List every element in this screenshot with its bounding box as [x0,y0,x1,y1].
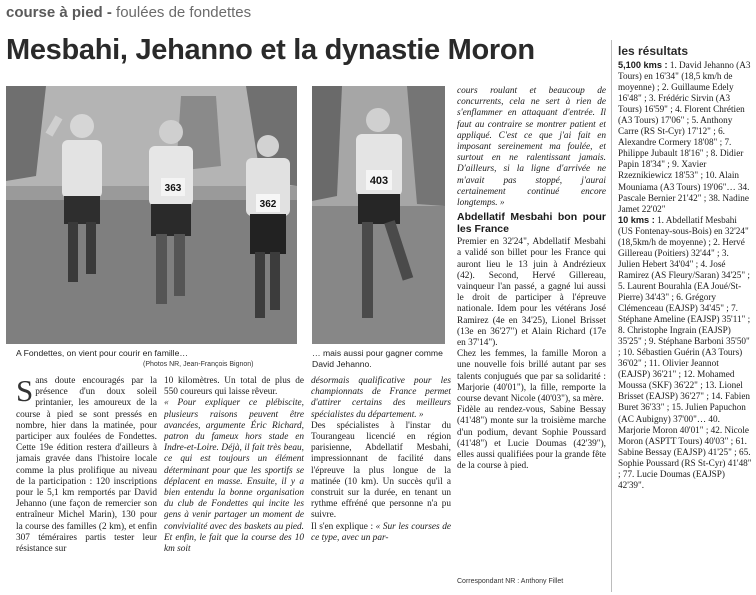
article-column-1 [16,376,157,594]
headline: Mesbahi, Jehanno et la dynastie Moron [6,34,535,66]
drop-cap: S [16,376,34,408]
article-col3-quote: désormais qualificative pour les championnats de France permet d'attirer certains des meilleurs spécialistes du département. » [311,376,451,420]
article-column-4 [457,86,606,576]
results-title: les résultats [618,44,689,58]
article-col4-paragraph-2: Chez les femmes, la famille Moron a une nouvelle fois brillé autant par ses talents conjugués que par sa solidarité : Marjorie (40'01"), la fille, remporte la course devant Nicole (40'03"), sa mère. [457,349,606,405]
column-divider [611,40,612,592]
kicker-section: course à pied [6,4,103,21]
article-subhead: Abdellatif Mesbahi bon pour les France [457,211,606,236]
caption-right: … mais aussi pour gagner comme David Jehanno. [312,348,443,369]
article-col3-text: Des spécialistes à l'instar du Tourangeau licencié en région parisienne, Abdellatif Mesbahi, impressionnant de facilité dans l'épreuve la plus longue de la matinée (10 km). Un succès qu'il a construit sur la durée, en tenant un rythme effréné que personne n'a pu suivre. [311,420,451,521]
article-col3-text2: Il s'en explique : [311,521,374,532]
results-5km-text: 1. David Jehanno (A3 Tours) en 16'34" (18,5 km/h de moyenne) ; 2. Guillaume Edely 16'48" ; 3. Frédéric Sirvin (A3 Tours) 16'59" ; 4. Florent Chrétien (A3 Tours) 17'06" ; 5. Anthony Carre (RS St-Cyr) 17'12" ; 6. Alexandre Cormery 18'08" ; 7. Philippe Jubault 18'16" ; 8. Didier Papin 18'34" ; 9. Xavier Rzeznikiewicz 18'53" ; 10. Alain Mouniama (A3 Tours) 19'06"… 34. Pascale Bernier 21'42" ; 38. Nadine Jamet 22'02" [618,60,751,214]
results-list [618,60,752,491]
article-col4-paragraph-1: Premier en 32'24", Abdellatif Mesbahi a validé son billet pour les France qui auront lieu le 13 juin à Andrézieux (42). Second, Hervé Gillereau, vainqueur l'an passé, a gagné lui aussi le droit de participer à l'épreuve nationale. Idem pour les vétérans José Ramirez (4e en 34'25), Lionel Brisset (13e en 36'27") et Alain Richard (17e en 37'14"). [457,237,606,349]
article-col4-paragraph-3: Fidèle au rendez-vous, Sabine Bessay (41'48") monte sur la troisième marche d'un podium, devant Sophie Poussard (41'48") et Lucie Doumas (42'39"), elles aussi qualifiées pour la grande fête de la course à pied. [457,405,606,472]
photo-credit: (Photos NR, Jean-François Bignon) [143,361,254,368]
article-col4-quote: cours roulant et beaucoup de concurrents, cela ne sert à rien de s'enflammer en attaquant d'entrée. Il faut au contraire se montrer patient et appliqué. C'est ce que j'ai fait en imposant sereinement ma foulée, et surtout en ne ralentissant jamais. D'ailleurs, si la ligne d'arrivée ne m'avait pas stoppé, j'aurai certainement continué encore longtemps. » [457,86,606,209]
photo-family-runners [6,86,297,344]
article-column-3 [311,376,451,594]
section-kicker [6,4,251,21]
caption-left: A Fondettes, on vient pour courir en famille… [16,348,188,358]
kicker-separator: - [102,4,117,21]
results-5km-label: 5,100 kms : [618,60,668,70]
article-col3-quote2: « Sur les courses de ce type, avec un par- [311,521,451,543]
bib-number-363: 363 [164,183,182,194]
bib-number-362: 362 [259,199,277,210]
article-column-2 [164,376,304,594]
kicker-topic: foulées de fondettes [116,4,252,21]
article-col2-quote: « Pour expliquer ce plébiscite, plusieurs raisons peuvent être avancées, argumente Éric Richard, patron du fameux hors stade en Indre-et-Loire. Déjà, il fait très beau, ce qui est toujours un élément déterminant pour que les sportifs se déplacent en masse. Ensuite, il y a bien entendu la bonne organisation du club de Fondettes qui incite les gens à venir partager un moment de convivialité avec des baskets au pied. Et enfin, le fait que la course des 10 km soit [164,398,304,555]
article-col2-text: 10 kilomètres. Un total de plus de 550 coureurs qui laisse rêveur. [164,376,304,398]
photo-winner-jehanno [312,86,445,344]
results-10km-text: 1. Abdellatif Mesbahi (US Fontenay-sous-Bois) en 32'24" (18,5km/h de moyenne) ; 2. Hervé Gillereau (Poitiers) 32'44" ; 3. Julien Hebert 34'04" ; 4. José Ramirez (AS Fleury/Saran) 34'25" ; 5. Laurent Bourahla (EA Joué/St-Pierre) 34'43" ; 6. Grégory Clémenceau (EAJSP) 34'45" ; 7. Stéphane Ameline (EAJSP) 35'11" ; 8. Christophe Ingrain (EAJSP) 35'25" ; 9. Stéphane Barboni 35'50" ; 10. Sébastien Guérin (A3 Tours) 36'02" ; 11. Olivier Jeannot (EAJSP) 36'21" ; 12. Mohamed Moussa (SKF) 36'22" ; 13. Lionel Brisset (EAJSP) 36'27" ; 14. Fabien Buret 36'33" ; 15. Julien Papuchon (AC Aubigny) 37'00"… 40. Marjorie Moron 40'01" ; 42. Nicole Moron (ASPTT Tours) 40'03" ; 61. Sabine Bessay (EAJSP) 41'25" ; 65. Sophie Poussard (RS St-Cyr) 41'48" ; 77. Lucie Doumas (EAJSP) 42'39". [618,214,752,490]
bib-number-403: 403 [369,175,389,187]
correspondent-credit: Correspondant NR : Anthony Fillet [457,578,564,585]
results-10km-label: 10 kms : [618,214,655,225]
article-intro-text: ans doute encouragés par la présence d'un doux soleil printanier, les amoureux de la course à pied se sont pressés en nombre, hier dans la matinée, pour participer aux foulées de Fondettes. Cette 19e édition restera d'ailleurs à jamais gravée dans l'histoire locale comme la plus prolifique au niveau de la participation : 120 inscriptions pour le 5,1 km remportés par David Jehanno (une façon de remercier son entraîneur Michel Marin), 130 pour la course des familles (2 km), et enfin 307 téméraires partis tester leur résistance sur [16,376,157,555]
